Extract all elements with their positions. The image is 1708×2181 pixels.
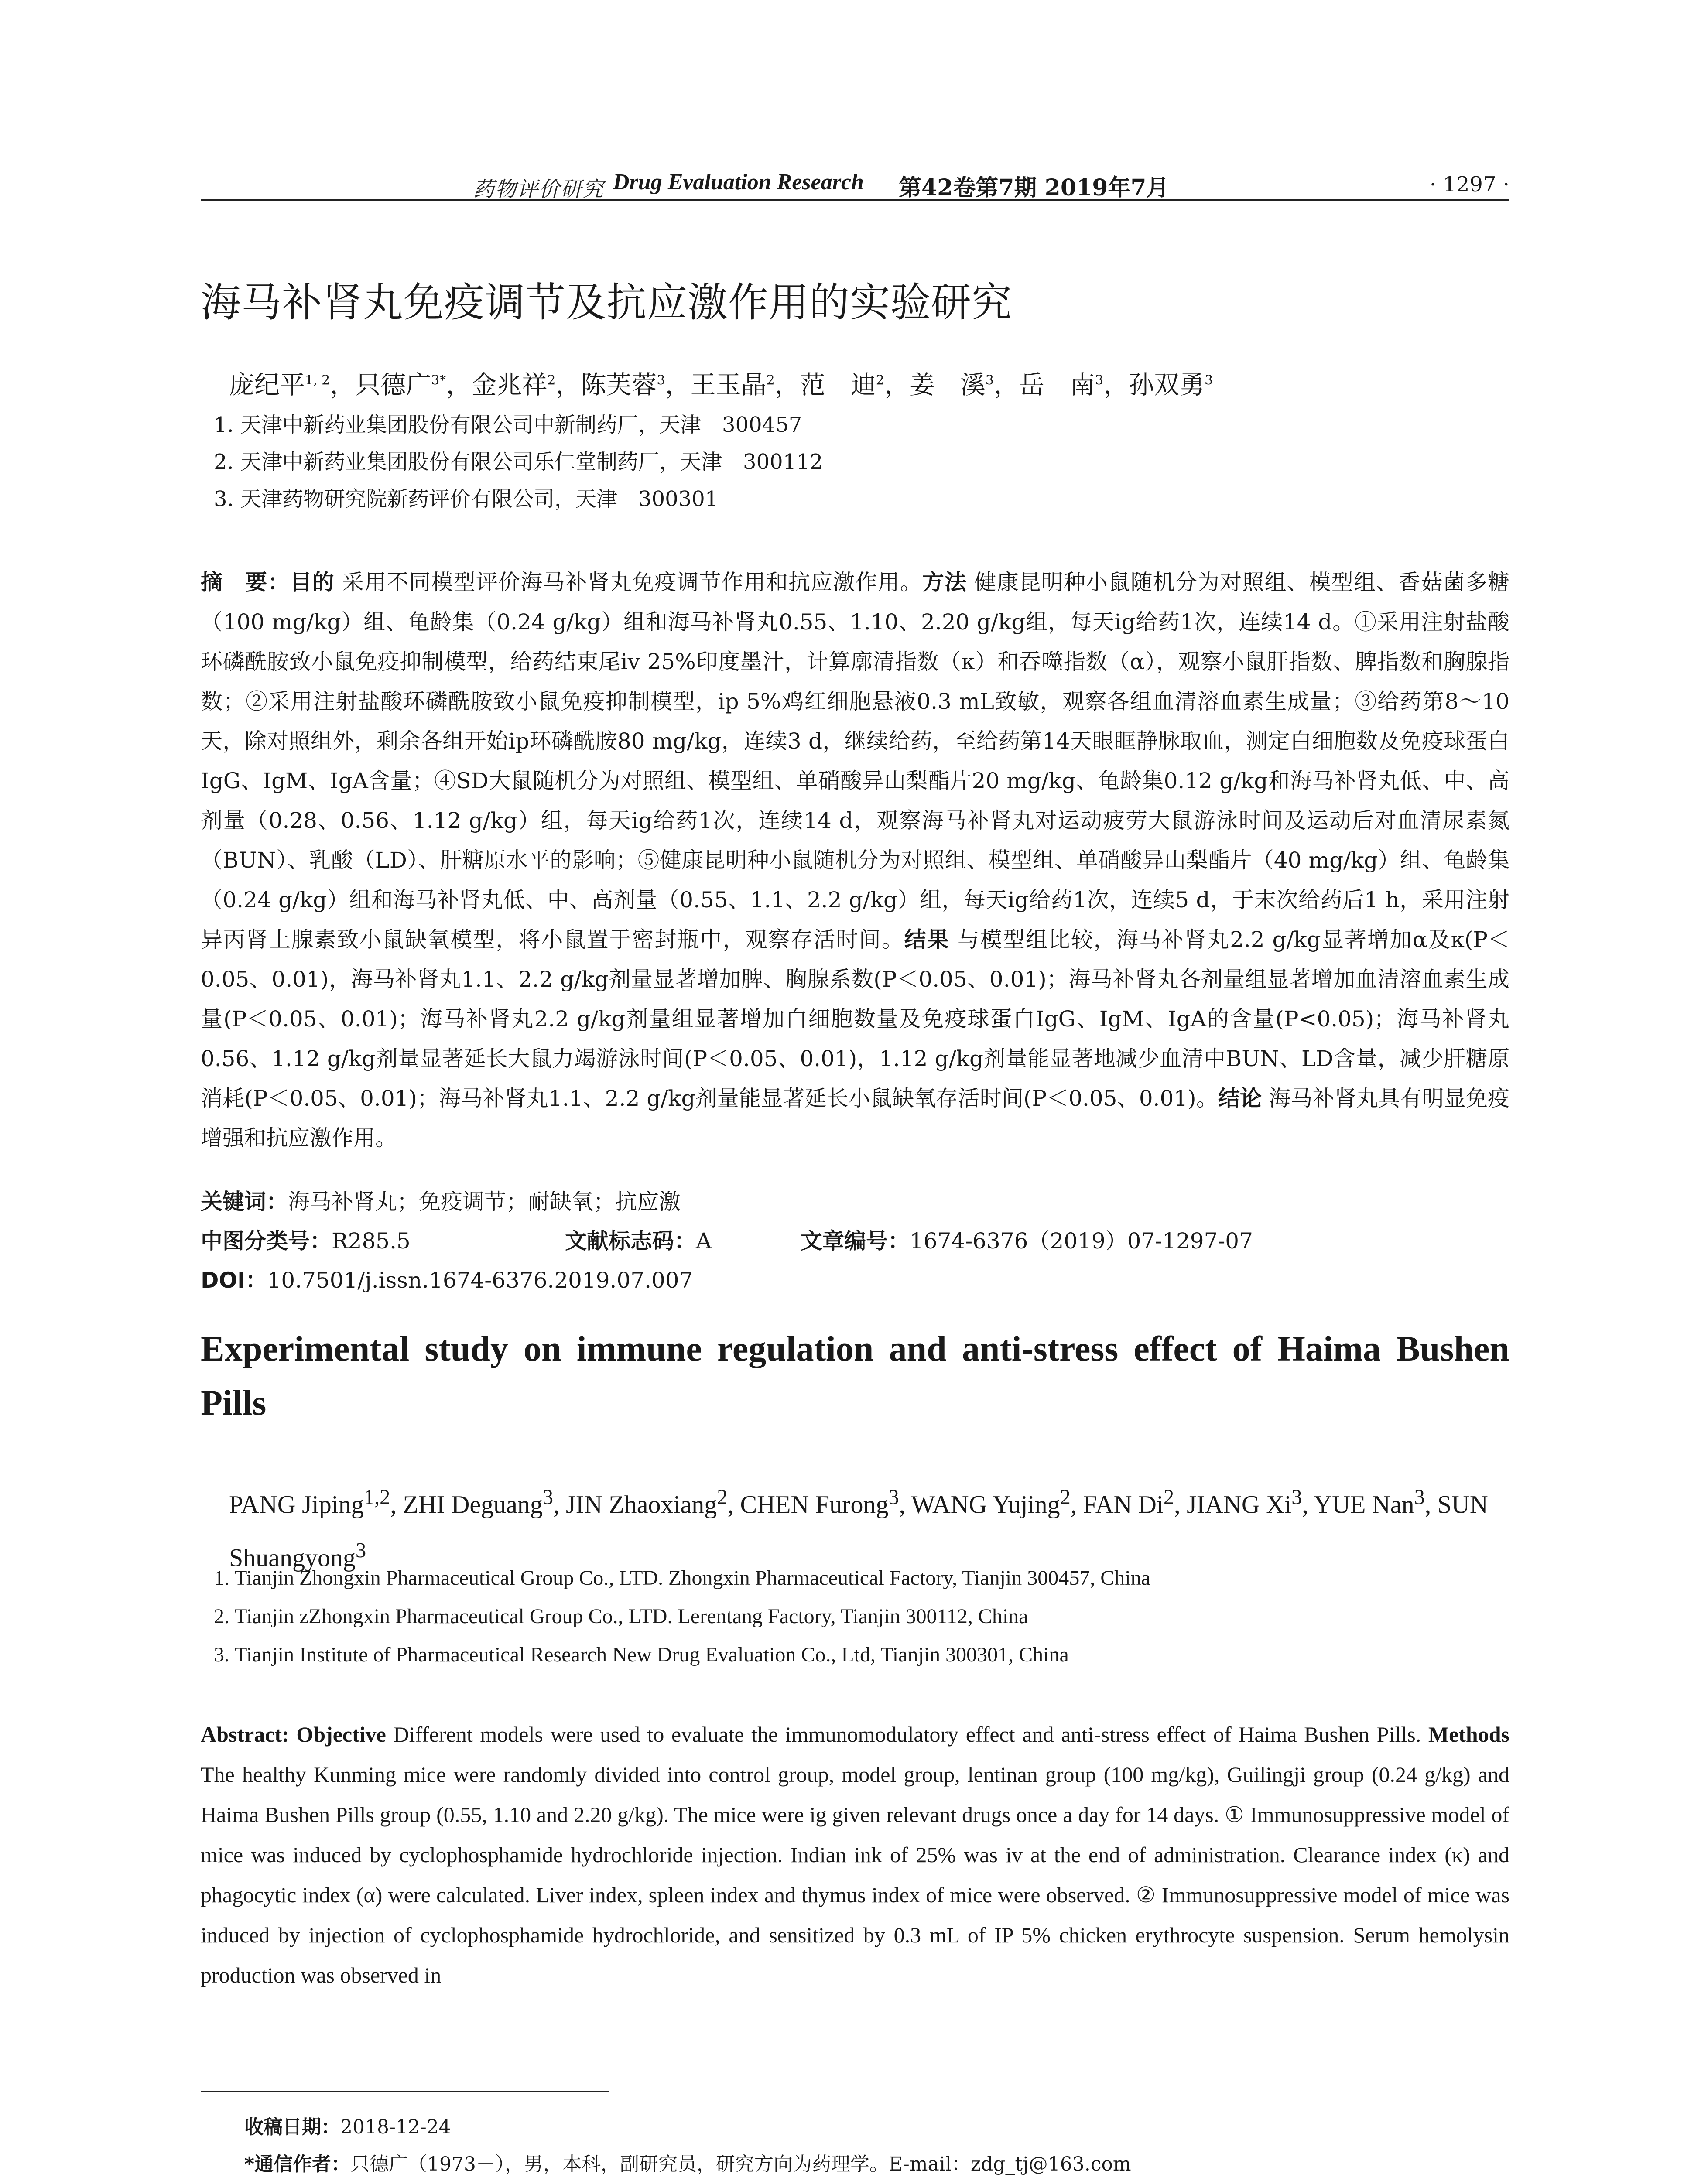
en-methods-label: Methods — [1428, 1722, 1509, 1747]
cn-author-name: 只德广 — [355, 370, 431, 400]
en-author-affiliation-mark: 3 — [542, 1486, 553, 1509]
corresponding-text: 只德广（1973－），男，本科，副研究员，研究方向为药理学。E-mail：zdg_tj@163.com — [350, 2153, 1131, 2175]
page-number: · 1297 · — [1429, 172, 1509, 197]
cn-doi-label: DOI： — [201, 1268, 267, 1293]
cn-author-affiliation-mark: 3 — [1205, 373, 1213, 388]
en-author-name: CHEN Furong — [740, 1490, 889, 1519]
cn-objective-text: 采用不同模型评价海马补肾丸免疫调节作用和抗应激作用。 — [334, 570, 923, 595]
en-affiliation-2: 2. Tianjin zZhongxin Pharmaceutical Group Co., LTD. Lerentang Factory, Tianjin 300112, China — [214, 1605, 1028, 1628]
en-author-name: PANG Jiping — [229, 1490, 364, 1519]
cn-conclusion-label: 结论 — [1218, 1086, 1262, 1111]
cn-keywords — [201, 1184, 681, 1216]
journal-issue: 第42卷第7期 2019年7月 — [899, 174, 1169, 201]
cn-author-affiliation-mark: 3* — [431, 373, 446, 388]
en-author-affiliation-mark: 2 — [1060, 1486, 1071, 1509]
en-author-name: JIANG Xi — [1187, 1490, 1292, 1519]
en-objective-label: Objective — [296, 1722, 386, 1747]
cn-author-affiliation-mark: 2 — [876, 373, 884, 388]
cn-abstract — [201, 563, 1509, 1158]
en-author-affiliation-mark: 2 — [1164, 1486, 1174, 1509]
cn-author-name: 王玉晶 — [690, 370, 767, 400]
cn-doc-code-value: A — [696, 1228, 712, 1254]
en-author-name: ZHI Deguang — [403, 1490, 543, 1519]
cn-author-affiliation-mark: 2 — [547, 373, 556, 388]
cn-affiliation-2: 2. 天津中新药业集团股份有限公司乐仁堂制药厂，天津 300112 — [214, 450, 823, 474]
cn-author-name: 姜 溪 — [909, 370, 986, 400]
en-author-affiliation-mark: 3 — [888, 1486, 899, 1509]
cn-author-affiliation-mark: 3 — [657, 373, 665, 388]
cn-article-no-label: 文章编号： — [801, 1228, 910, 1254]
cn-author-name: 金兆祥 — [471, 370, 548, 400]
cn-keywords-label: 关键词： — [201, 1189, 288, 1214]
cn-article-no — [801, 1224, 1253, 1255]
cn-affiliation-3: 3. 天津药物研究院新药评价有限公司，天津 300301 — [214, 487, 719, 511]
cn-affiliation-1: 1. 天津中新药业集团股份有限公司中新制药厂，天津 300457 — [214, 413, 802, 437]
cn-clc-value: R285.5 — [332, 1228, 411, 1254]
en-author-name: SUN Shuangyong — [229, 1490, 1488, 1572]
received-date: 2018-12-24 — [340, 2116, 451, 2138]
cn-author-name: 范 迪 — [800, 370, 876, 400]
footnote-received — [244, 2111, 451, 2139]
received-label: 收稿日期： — [244, 2116, 340, 2138]
footnote-corresponding — [244, 2148, 1131, 2176]
en-author-name: YUE Nan — [1314, 1490, 1414, 1519]
cn-objective-label: 目的 — [290, 570, 335, 595]
cn-doc-code-label: 文献标志码： — [565, 1228, 696, 1254]
cn-results-text: 与模型组比较，海马补肾丸2.2 g/kg显著增加α及κ(P＜0.05、0.01)，海马补肾丸1.1、2.2 g/kg剂量显著增加脾、胸腺系数(P＜0.05、0.01)；海马补肾丸各剂量组显著增加血清溶血素生成量(P＜0.05、0.01)；海马补肾丸2.2 g/kg剂量组显著增加白细胞数量及免疫球蛋白IgG、IgM、IgA的含量(P<0.05)；海马补肾丸0.56、1.12 g/kg剂量显著延长大鼠力竭游泳时间(P＜0.05、0.01)，1.12 g/kg剂量能显著地减少血清中BUN、LD含量，减少肝糖原消耗(P＜0.05、0.01)；海马补肾丸1.1、2.2 g/kg剂量能显著延长小鼠缺氧存活时间(P＜0.05、0.01)。 — [201, 927, 1510, 1111]
cn-clc-label: 中图分类号： — [201, 1228, 332, 1254]
corresponding-label: *通信作者： — [244, 2153, 351, 2175]
cn-doc-code — [565, 1224, 712, 1255]
en-objective-text: Different models were used to evaluate the immunomodulatory effect and anti-stress effect of Haima Bushen Pills. — [386, 1722, 1428, 1747]
en-author-affiliation-mark: 3 — [1414, 1486, 1425, 1509]
en-author-affiliation-mark: 3 — [1291, 1486, 1302, 1509]
en-abstract-label: Abstract: — [201, 1722, 297, 1747]
cn-author-affiliation-mark: 1, 2 — [305, 373, 330, 388]
cn-author-affiliation-mark: 2 — [766, 373, 775, 388]
cn-clc — [201, 1224, 411, 1255]
en-affiliation-3: 3. Tianjin Institute of Pharmaceutical Research New Drug Evaluation Co., Ltd, Tianjin 300301, China — [214, 1643, 1069, 1666]
cn-results-label: 结果 — [904, 927, 950, 952]
cn-doi — [201, 1263, 693, 1294]
cn-author-name: 孙双勇 — [1129, 370, 1205, 400]
cn-author-name: 岳 南 — [1019, 370, 1095, 400]
cn-keywords-text: 海马补肾丸；免疫调节；耐缺氧；抗应激 — [288, 1189, 681, 1214]
en-affiliation-1: 1. Tianjin Zhongxin Pharmaceutical Group Co., LTD. Zhongxin Pharmaceutical Factory, Tianjin 300457, China — [214, 1566, 1150, 1590]
cn-methods-label: 方法 — [922, 570, 967, 595]
en-author-name: WANG Yujing — [911, 1490, 1060, 1519]
en-abstract — [201, 1714, 1509, 1995]
cn-article-no-value: 1674-6376（2019）07-1297-07 — [910, 1228, 1253, 1254]
cn-conclusion-text: 海马补肾丸具有明显免疫增强和抗应激作用。 — [201, 1086, 1509, 1151]
journal-logo: 药物评价研究 — [473, 177, 605, 202]
en-author-affiliation-mark: 2 — [717, 1486, 728, 1509]
en-author-name: JIN Zhaoxiang — [566, 1490, 717, 1519]
en-author-affiliation-mark: 1,2 — [363, 1486, 390, 1509]
en-author-affiliation-mark: 3 — [356, 1539, 366, 1562]
journal-name: Drug Evaluation Research — [613, 170, 864, 195]
en-author-list: PANG Jiping$^{1,2}$, ZHI Deguang$^3$, JIN Zhaoxiang$^2$, CHEN Furong$^3$, WANG Yujing$^2$, FAN Di$^2$, JIANG Xi$^3$, YUE Nan$^3$, SUN Shuangyong$^3$ — [229, 1486, 1488, 1572]
cn-author-name: 庞纪平 — [229, 370, 305, 400]
en-title: Experimental study on immune regulation and anti-stress effect of Haima Bushen Pills — [201, 1329, 1509, 1422]
cn-abstract-label: 摘 要： — [201, 570, 290, 595]
cn-author-list: 庞纪平$^{1, 2}$，只德广$^{3*}$，金兆祥$^2$，陈芙蓉$^3$，王玉晶$^2$，范 迪$^2$，姜 溪$^3$，岳 南$^3$，孙双勇$^3$ — [229, 370, 1213, 400]
en-methods-text: The healthy Kunming mice were randomly divided into control group, model group, lentinan group (100 mg/kg), Guilingji group (0.24 g/kg) and Haima Bushen Pills group (0.55, 1.10 and 2.20 g/kg). The mice were ig given relevant drugs once a day for 14 days. ① Immunosuppressive model of mice was induced by cyclophosphamide hydrochloride injection. Indian ink of 25% was iv at the end of administration. Clearance index (κ) and phagocytic index (α) were calculated. Liver index, spleen index and thymus index of mice were observed. ② Immunosuppressive model of mice was induced by injection of cyclophosphamide hydrochloride, and sensitized by 0.3 mL of IP 5% chicken erythrocyte suspension. Serum hemolysin production was observed in — [201, 1762, 1509, 1987]
cn-methods-text: 健康昆明种小鼠随机分为对照组、模型组、香菇菌多糖（100 mg/kg）组、龟龄集（0.24 g/kg）组和海马补肾丸0.55、1.10、2.20 g/kg组，每天ig给药1次，连续14 d。①采用注射盐酸环磷酰胺致小鼠免疫抑制模型，给药结束尾iv 25%印度墨汁，计算廓清指数（κ）和吞噬指数（α），观察小鼠肝指数、脾指数和胸腺指数；②采用注射盐酸环磷酰胺致小鼠免疫抑制模型，ip 5%鸡红细胞悬液0.3 mL致敏，观察各组血清溶血素生成量；③给药第8～10天，除对照组外，剩余各组开始ip环磷酰胺80 mg/kg，连续3 d，继续给药，至给药第14天眼眶静脉取血，测定白细胞数及免疫球蛋白IgG、IgM、IgA含量；④SD大鼠随机分为对照组、模型组、单硝酸异山梨酯片20 mg/kg、龟龄集0.12 g/kg和海马补肾丸低、中、高剂量（0.28、0.56、1.12 g/kg）组，每天ig给药1次，连续14 d，观察海马补肾丸对运动疲劳大鼠游泳时间及运动后对血清尿素氮（BUN）、乳酸（LD）、肝糖原水平的影响；⑤健康昆明种小鼠随机分为对照组、模型组、单硝酸异山梨酯片（40 mg/kg）组、龟龄集（0.24 g/kg）组和海马补肾丸低、中、高剂量（0.55、1.1、2.2 g/kg）组，每天ig给药1次，连续5 d，于末次给药后1 h，采用注射异丙肾上腺素致小鼠缺氧模型，将小鼠置于密封瓶中，观察存活时间。 — [201, 570, 1509, 952]
cn-author-name: 陈芙蓉 — [581, 370, 657, 400]
en-author-name: FAN Di — [1083, 1490, 1164, 1519]
cn-author-affiliation-mark: 3 — [985, 373, 994, 388]
cn-doi-value: 10.7501/j.issn.1674-6376.2019.07.007 — [267, 1268, 693, 1293]
footnote-rule — [201, 2091, 609, 2092]
header-rule — [201, 199, 1509, 201]
cn-author-affiliation-mark: 3 — [1095, 373, 1104, 388]
cn-title: 海马补肾丸免疫调节及抗应激作用的实验研究 — [201, 279, 1013, 326]
